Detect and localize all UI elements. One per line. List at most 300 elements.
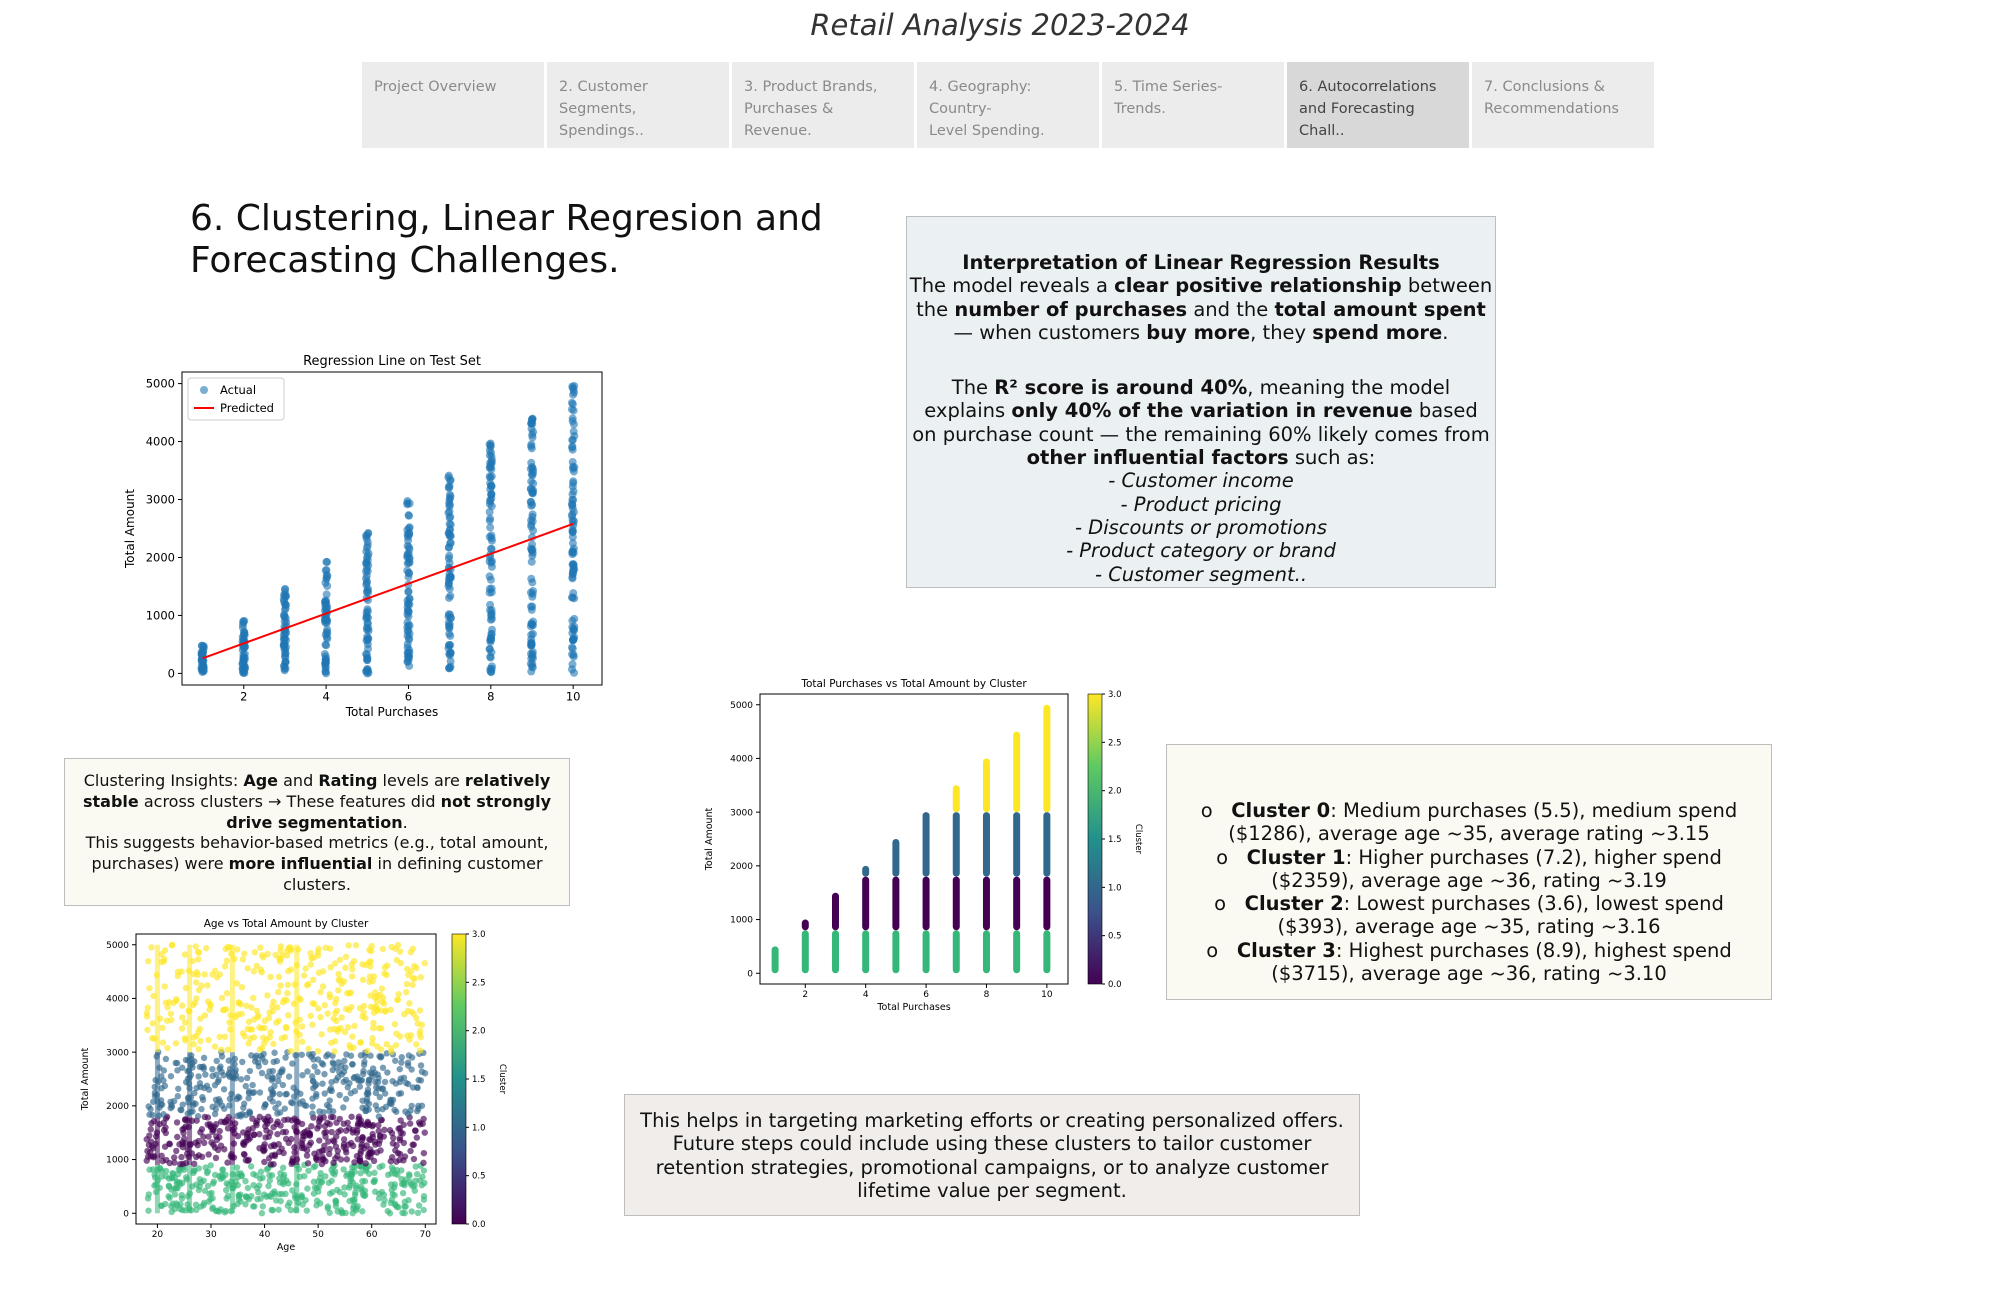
age-point-cluster-3 xyxy=(164,1045,170,1051)
age-point-cluster-3 xyxy=(413,965,419,971)
age-point-cluster-3 xyxy=(403,989,409,995)
age-point-cluster-1 xyxy=(252,1054,258,1060)
age-point-cluster-0 xyxy=(277,1122,283,1128)
actual-point xyxy=(323,590,331,598)
age-streak-cluster-0 xyxy=(294,1117,299,1165)
age-point-cluster-2 xyxy=(362,1188,368,1194)
age-point-cluster-1 xyxy=(282,1105,288,1111)
age-point-cluster-1 xyxy=(340,1104,346,1110)
age-point-cluster-0 xyxy=(354,1153,360,1159)
x-tick-label: 2 xyxy=(240,689,248,704)
age-point-cluster-3 xyxy=(299,1039,305,1045)
age-point-cluster-2 xyxy=(219,1166,225,1172)
x-tick-label: 8 xyxy=(487,689,495,704)
bullet: o xyxy=(1216,845,1228,869)
age-point-cluster-2 xyxy=(248,1163,254,1169)
cluster-column-cluster-2 xyxy=(1013,930,1020,973)
actual-point xyxy=(406,595,414,603)
age-point-cluster-0 xyxy=(285,1116,291,1122)
actual-point xyxy=(364,619,372,627)
y-axis-label: Total Amount xyxy=(123,489,137,568)
age-point-cluster-3 xyxy=(381,970,387,976)
age-point-cluster-1 xyxy=(321,1071,327,1077)
factor-item: - Discounts or promotions xyxy=(1074,515,1328,539)
tab-label-line-1: 2. Customer xyxy=(559,79,648,95)
age-point-cluster-0 xyxy=(221,1146,227,1152)
actual-point xyxy=(447,476,455,484)
tab-1[interactable] xyxy=(362,62,544,148)
tab-label-line-1: Project Overview xyxy=(374,79,497,95)
text-bold: more influential xyxy=(228,854,373,874)
colorbar-label: Cluster xyxy=(1133,823,1143,855)
age-point-cluster-0 xyxy=(266,1155,272,1161)
actual-point xyxy=(568,574,576,582)
actual-point xyxy=(569,528,577,536)
age-streak-cluster-3 xyxy=(187,945,192,1052)
age-point-cluster-1 xyxy=(408,1066,414,1072)
text-bold: Age xyxy=(243,771,279,790)
age-point-cluster-3 xyxy=(332,1010,338,1016)
age-point-cluster-2 xyxy=(268,1207,274,1213)
age-point-cluster-1 xyxy=(299,1072,305,1078)
interpretation-paragraph-1 xyxy=(907,274,1495,344)
age-point-cluster-0 xyxy=(213,1133,219,1139)
actual-point xyxy=(323,566,331,574)
age-point-cluster-2 xyxy=(172,1191,178,1197)
age-point-cluster-1 xyxy=(276,1072,282,1078)
age-streak-cluster-1 xyxy=(294,1052,299,1116)
age-point-cluster-3 xyxy=(221,1007,227,1013)
age-point-cluster-1 xyxy=(274,1110,280,1116)
age-point-cluster-0 xyxy=(202,1114,208,1120)
age-point-cluster-2 xyxy=(299,1201,305,1207)
age-point-cluster-1 xyxy=(261,1104,267,1110)
age-point-cluster-3 xyxy=(284,990,290,996)
age-point-cluster-2 xyxy=(334,1187,340,1193)
age-point-cluster-3 xyxy=(384,1041,390,1047)
cluster-column-cluster-2 xyxy=(862,930,869,973)
age-point-cluster-2 xyxy=(371,1170,377,1176)
legend-label-actual: Actual xyxy=(220,383,257,397)
y-tick-label: 5000 xyxy=(145,376,175,391)
tab-5[interactable] xyxy=(1102,62,1284,148)
age-point-cluster-0 xyxy=(387,1127,393,1133)
age-point-cluster-3 xyxy=(379,985,385,991)
age-point-cluster-0 xyxy=(377,1134,383,1140)
tab-label-line-2: and Forecasting Chall.. xyxy=(1299,101,1415,139)
age-point-cluster-0 xyxy=(201,1140,207,1146)
actual-point xyxy=(446,501,454,509)
age-point-cluster-1 xyxy=(309,1103,315,1109)
age-point-cluster-0 xyxy=(161,1127,167,1133)
age-point-cluster-1 xyxy=(378,1054,384,1060)
text: such as: xyxy=(1288,446,1376,470)
age-point-cluster-1 xyxy=(202,1071,208,1077)
age-point-cluster-3 xyxy=(384,962,390,968)
age-point-cluster-0 xyxy=(148,1153,154,1159)
age-point-cluster-1 xyxy=(405,1111,411,1117)
age-point-cluster-1 xyxy=(374,1106,380,1112)
age-point-cluster-2 xyxy=(363,1166,369,1172)
age-point-cluster-3 xyxy=(359,961,365,967)
text: , they xyxy=(1250,320,1313,344)
age-point-cluster-2 xyxy=(391,1192,397,1198)
age-point-cluster-0 xyxy=(205,1151,211,1157)
age-point-cluster-1 xyxy=(360,1068,366,1074)
tab-label-line-2: Segments, Spendings.. xyxy=(559,101,644,139)
age-point-cluster-3 xyxy=(179,1025,185,1031)
actual-point xyxy=(323,616,331,624)
actual-point xyxy=(527,459,535,467)
age-point-cluster-3 xyxy=(366,947,372,953)
age-point-cluster-3 xyxy=(276,974,282,980)
actual-point xyxy=(528,444,536,452)
age-point-cluster-2 xyxy=(223,1208,229,1214)
bullet: o xyxy=(1214,892,1227,916)
chart-title: Regression Line on Test Set xyxy=(303,354,481,369)
age-point-cluster-0 xyxy=(333,1143,339,1149)
page-title xyxy=(190,198,910,282)
actual-point xyxy=(446,641,454,649)
x-tick-label: 20 xyxy=(151,1230,164,1240)
age-point-cluster-1 xyxy=(310,1078,316,1084)
cluster-column-cluster-3 xyxy=(1013,732,1020,813)
age-point-cluster-2 xyxy=(279,1191,285,1197)
age-point-cluster-0 xyxy=(317,1114,323,1120)
page-title-line-2: Forecasting Challenges. xyxy=(190,240,620,281)
age-point-cluster-1 xyxy=(266,1068,272,1074)
age-point-cluster-0 xyxy=(224,1159,230,1165)
age-point-cluster-3 xyxy=(206,1006,212,1012)
age-point-cluster-2 xyxy=(267,1177,273,1183)
age-point-cluster-3 xyxy=(159,1025,165,1031)
age-point-cluster-3 xyxy=(175,969,181,975)
age-point-cluster-3 xyxy=(357,1005,363,1011)
age-point-cluster-1 xyxy=(387,1100,393,1106)
actual-point xyxy=(281,658,289,666)
cluster-column-cluster-2 xyxy=(892,930,899,973)
age-point-cluster-2 xyxy=(385,1172,391,1178)
age-point-cluster-0 xyxy=(362,1160,368,1166)
age-point-cluster-1 xyxy=(271,1050,277,1056)
age-point-cluster-1 xyxy=(345,1084,351,1090)
age-point-cluster-1 xyxy=(145,1103,151,1109)
colorbar-tick-label: 3.0 xyxy=(1108,689,1122,700)
age-point-cluster-3 xyxy=(242,1033,248,1039)
age-point-cluster-2 xyxy=(379,1163,385,1169)
x-tick-label: 8 xyxy=(983,990,990,1000)
actual-point xyxy=(569,645,577,653)
age-point-cluster-3 xyxy=(204,982,210,988)
age-point-cluster-2 xyxy=(402,1210,408,1216)
age-point-cluster-3 xyxy=(164,1017,170,1023)
age-point-cluster-2 xyxy=(254,1196,260,1202)
bullet: o xyxy=(1206,938,1219,962)
actual-point xyxy=(281,601,289,609)
colorbar xyxy=(452,934,466,1224)
age-point-cluster-3 xyxy=(349,973,355,979)
age-point-cluster-0 xyxy=(194,1142,200,1148)
age-point-cluster-3 xyxy=(337,957,343,963)
age-point-cluster-0 xyxy=(253,1122,259,1128)
age-point-cluster-3 xyxy=(235,1011,241,1017)
age-point-cluster-1 xyxy=(343,1096,349,1102)
age-point-cluster-0 xyxy=(359,1134,365,1140)
age-point-cluster-3 xyxy=(308,961,314,967)
tab-7[interactable] xyxy=(1472,62,1654,148)
age-point-cluster-0 xyxy=(319,1148,325,1154)
clustering-insights-box xyxy=(64,758,570,906)
age-point-cluster-0 xyxy=(420,1160,426,1166)
tab-4[interactable] xyxy=(917,62,1099,148)
actual-point xyxy=(568,382,576,390)
text-bold: Rating xyxy=(318,771,378,790)
age-point-cluster-3 xyxy=(316,946,322,952)
age-point-cluster-3 xyxy=(301,972,307,978)
cluster-summary-item xyxy=(1181,799,1757,846)
actual-point xyxy=(527,498,535,506)
age-point-cluster-0 xyxy=(400,1130,406,1136)
legend-marker-actual xyxy=(200,386,208,394)
age-point-cluster-1 xyxy=(319,1080,325,1086)
actual-point xyxy=(322,579,330,587)
age-point-cluster-1 xyxy=(175,1086,181,1092)
age-point-cluster-3 xyxy=(173,1040,179,1046)
age-point-cluster-2 xyxy=(197,1176,203,1182)
age-point-cluster-0 xyxy=(276,1149,282,1155)
actual-point xyxy=(406,621,414,629)
predicted-line xyxy=(203,524,574,658)
age-point-cluster-3 xyxy=(338,1014,344,1020)
age-point-cluster-1 xyxy=(392,1058,398,1064)
age-point-cluster-3 xyxy=(196,987,202,993)
age-point-cluster-3 xyxy=(145,1005,151,1011)
age-point-cluster-3 xyxy=(164,1004,170,1010)
age-point-cluster-2 xyxy=(242,1201,248,1207)
age-point-cluster-3 xyxy=(369,1035,375,1041)
age-streak-cluster-1 xyxy=(155,1052,160,1116)
age-point-cluster-3 xyxy=(285,968,291,974)
age-point-cluster-0 xyxy=(371,1158,377,1164)
age-point-cluster-0 xyxy=(369,1149,375,1155)
tab-label-line-1: 4. Geography: Country- xyxy=(929,79,1032,117)
x-tick-label: 10 xyxy=(1041,990,1053,1000)
age-point-cluster-2 xyxy=(371,1178,377,1184)
age-point-cluster-0 xyxy=(324,1120,330,1126)
age-point-cluster-2 xyxy=(208,1162,214,1168)
age-point-cluster-1 xyxy=(406,1052,412,1058)
age-point-cluster-3 xyxy=(308,1013,314,1019)
age-point-cluster-0 xyxy=(412,1127,418,1133)
cluster-summary-item xyxy=(1181,846,1757,893)
age-point-cluster-3 xyxy=(284,948,290,954)
age-point-cluster-0 xyxy=(341,1141,347,1147)
age-point-cluster-1 xyxy=(269,1098,275,1104)
age-point-cluster-0 xyxy=(316,1123,322,1129)
cluster-name: Cluster 2 xyxy=(1244,892,1344,916)
age-point-cluster-3 xyxy=(388,944,394,950)
age-point-cluster-2 xyxy=(315,1178,321,1184)
age-streak-cluster-3 xyxy=(155,945,160,1052)
age-point-cluster-0 xyxy=(280,1129,286,1135)
age-point-cluster-3 xyxy=(222,963,228,969)
age-point-cluster-0 xyxy=(337,1116,343,1122)
cluster-name: Cluster 0 xyxy=(1231,799,1331,822)
age-point-cluster-1 xyxy=(249,1082,255,1088)
y-tick-label: 3000 xyxy=(145,492,175,507)
age-point-cluster-0 xyxy=(222,1119,228,1125)
age-point-cluster-1 xyxy=(195,1113,201,1119)
colorbar xyxy=(1088,694,1102,984)
cluster-column-cluster-0 xyxy=(802,920,809,931)
actual-point xyxy=(406,559,414,567)
age-point-cluster-2 xyxy=(304,1185,310,1191)
age-point-cluster-1 xyxy=(328,1088,334,1094)
colorbar-tick-label: 1.0 xyxy=(472,1123,486,1134)
age-point-cluster-3 xyxy=(276,1018,282,1024)
age-point-cluster-3 xyxy=(342,965,348,971)
age-point-cluster-3 xyxy=(373,1003,379,1009)
age-point-cluster-3 xyxy=(218,1046,224,1052)
age-point-cluster-2 xyxy=(314,1198,320,1204)
actual-point xyxy=(528,433,536,441)
age-point-cluster-1 xyxy=(246,1108,252,1114)
age-point-cluster-0 xyxy=(348,1114,354,1120)
age-point-cluster-1 xyxy=(358,1052,364,1058)
age-point-cluster-1 xyxy=(324,1102,330,1108)
tab-2[interactable] xyxy=(547,62,729,148)
text: This suggests behavior-based metrics (e.g., total amount, purchases) were xyxy=(85,833,549,874)
age-point-cluster-1 xyxy=(357,1083,363,1089)
age-point-cluster-3 xyxy=(145,958,151,964)
text-bold: number of purchases xyxy=(954,297,1188,321)
age-point-cluster-3 xyxy=(401,1011,407,1017)
age-point-cluster-3 xyxy=(347,1045,353,1051)
age-point-cluster-3 xyxy=(343,954,349,960)
age-point-cluster-2 xyxy=(405,1197,411,1203)
age-point-cluster-2 xyxy=(179,1180,185,1186)
text-bold: clear positive relationship xyxy=(1114,274,1402,298)
y-tick-label: 4000 xyxy=(730,754,753,765)
age-point-cluster-1 xyxy=(372,1079,378,1085)
factor-item: - Product pricing xyxy=(1120,492,1282,516)
age-point-cluster-3 xyxy=(209,971,215,977)
age-point-cluster-1 xyxy=(364,1091,370,1097)
factor-item: - Product category or brand xyxy=(1066,539,1336,563)
age-point-cluster-3 xyxy=(144,1010,150,1016)
age-point-cluster-0 xyxy=(215,1147,221,1153)
age-point-cluster-3 xyxy=(360,977,366,983)
age-point-cluster-1 xyxy=(401,1075,407,1081)
age-point-cluster-2 xyxy=(238,1173,244,1179)
age-point-cluster-0 xyxy=(307,1130,313,1136)
age-point-cluster-2 xyxy=(400,1190,406,1196)
cluster-summary-item xyxy=(1181,939,1757,986)
age-point-cluster-2 xyxy=(416,1202,422,1208)
age-point-cluster-0 xyxy=(330,1160,336,1166)
actual-point xyxy=(486,523,494,531)
actual-point xyxy=(404,640,412,648)
regression-chart xyxy=(120,348,610,720)
age-point-cluster-1 xyxy=(174,1067,180,1073)
age-point-cluster-1 xyxy=(286,1073,292,1079)
age-point-cluster-3 xyxy=(382,1007,388,1013)
cluster-column-cluster-2 xyxy=(772,946,779,973)
y-tick-label: 2000 xyxy=(106,1102,129,1113)
age-point-cluster-2 xyxy=(421,1193,427,1199)
age-point-cluster-1 xyxy=(362,1108,368,1114)
age-point-cluster-1 xyxy=(209,1104,215,1110)
age-point-cluster-2 xyxy=(413,1163,419,1169)
age-point-cluster-2 xyxy=(329,1178,335,1184)
actual-point xyxy=(529,415,537,423)
age-point-cluster-2 xyxy=(388,1181,394,1187)
text: . xyxy=(1442,320,1449,344)
text: across clusters → These features did xyxy=(138,791,441,811)
age-point-cluster-3 xyxy=(413,1015,419,1021)
colorbar-tick-label: 3.0 xyxy=(472,929,486,940)
age-point-cluster-3 xyxy=(307,950,313,956)
x-tick-label: 6 xyxy=(923,990,929,1000)
age-point-cluster-0 xyxy=(275,1141,281,1147)
cluster-name: Cluster 1 xyxy=(1246,845,1346,869)
tab-6[interactable] xyxy=(1287,62,1469,148)
actual-point xyxy=(323,628,331,636)
actual-point xyxy=(486,533,494,541)
age-point-cluster-3 xyxy=(248,1026,254,1032)
age-point-cluster-1 xyxy=(376,1113,382,1119)
actual-point xyxy=(446,592,454,600)
x-tick-label: 70 xyxy=(419,1230,432,1240)
age-point-cluster-0 xyxy=(251,1132,257,1138)
age-point-cluster-3 xyxy=(392,1021,398,1027)
age-point-cluster-0 xyxy=(350,1127,356,1133)
age-point-cluster-2 xyxy=(318,1170,324,1176)
age-point-cluster-3 xyxy=(251,968,257,974)
age-point-cluster-3 xyxy=(264,992,270,998)
age-point-cluster-2 xyxy=(169,1200,175,1206)
actual-point xyxy=(281,645,289,653)
age-point-cluster-2 xyxy=(387,1210,393,1216)
cluster-description: : Lowest purchases (3.6), lowest spend ($393), average age ~35, rating ~3.16 xyxy=(1277,892,1724,939)
age-point-cluster-1 xyxy=(320,1109,326,1115)
y-tick-label: 4000 xyxy=(145,434,175,449)
age-point-cluster-0 xyxy=(328,1129,334,1135)
actual-point xyxy=(527,620,535,628)
interpretation-paragraph-2 xyxy=(907,376,1495,469)
dashboard-tabs xyxy=(362,62,1654,148)
age-point-cluster-2 xyxy=(179,1195,185,1201)
age-point-cluster-2 xyxy=(145,1195,151,1201)
actual-point xyxy=(528,593,536,601)
y-tick-label: 1000 xyxy=(106,1155,129,1166)
actual-point xyxy=(405,531,413,539)
age-point-cluster-1 xyxy=(311,1063,317,1069)
age-point-cluster-3 xyxy=(375,1025,381,1031)
age-point-cluster-0 xyxy=(149,1143,155,1149)
age-point-cluster-3 xyxy=(320,983,326,989)
tab-label-line-2: Purchases & Revenue. xyxy=(744,101,834,139)
actual-point xyxy=(569,417,577,425)
age-point-cluster-0 xyxy=(419,1121,425,1127)
tab-3[interactable] xyxy=(732,62,914,148)
age-point-cluster-0 xyxy=(370,1122,376,1128)
x-tick-label: 4 xyxy=(322,689,330,704)
age-point-cluster-0 xyxy=(421,1150,427,1156)
colorbar-tick-label: 1.0 xyxy=(1108,883,1122,894)
cluster-column-cluster-1 xyxy=(923,812,930,876)
text: based xyxy=(1412,399,1478,423)
